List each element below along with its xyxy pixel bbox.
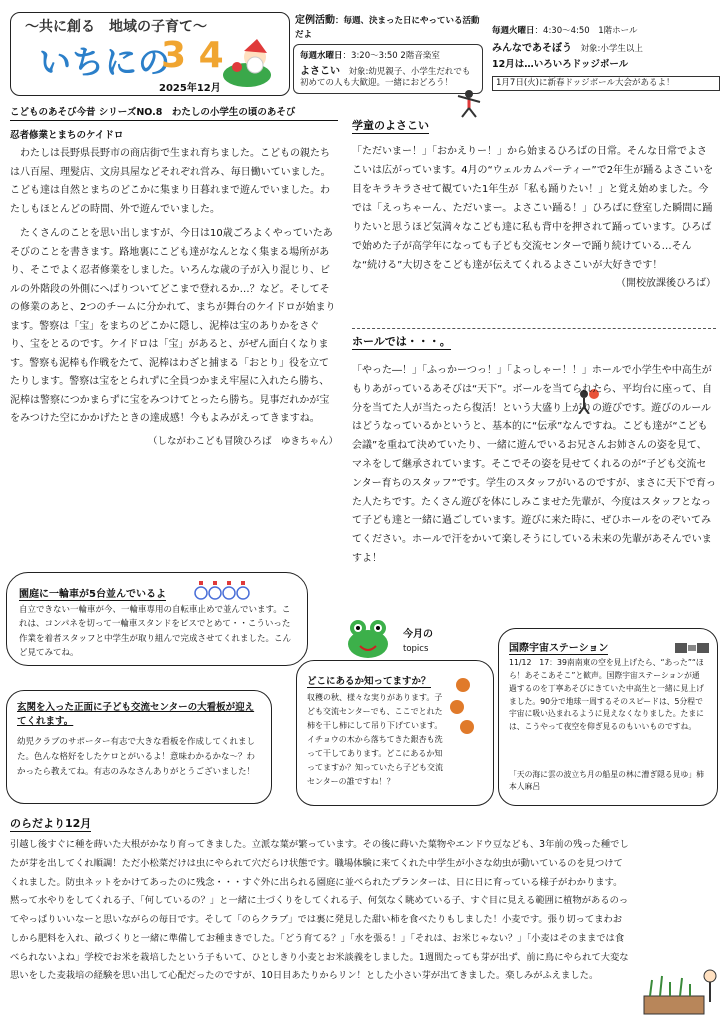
left-article-subtitle: 忍者修業とまちのケイドロ <box>10 130 124 141</box>
topics-label: 今月の <box>403 629 433 640</box>
header-logo-box <box>10 12 290 96</box>
right-divider <box>352 328 716 329</box>
regular-label: 定例活動 <box>295 15 335 26</box>
regular-text: ：毎週、決まった日にやっている活動だよ <box>295 16 480 41</box>
wed-name: よさこい <box>300 66 340 77</box>
left-article <box>10 104 338 448</box>
iss-title: 国際宇宙ステーション <box>509 639 608 655</box>
garden-illustration-icon <box>640 962 720 1022</box>
tue-time: 4:30〜4:50 1階ホール <box>543 26 638 36</box>
wednesday-box: 毎週水曜日：3:20〜3:50 2階音楽室 よさこい 対象:幼児親子、小学生だれでも 初めての人も大歓迎。一緒におどろう！ <box>293 44 483 94</box>
santa-icon <box>217 39 277 89</box>
unicycle-title: 園庭に一輪車が5台並んでいるよ <box>19 585 166 601</box>
iss-text: 11/12 17：39南南東の空を見上げたら、“あった”“ほら！あそこあそこ”と歓声。国際宇宙ステーションが通過するのを丁寧あそびにきていた中高生と一緒に見上げました。90分で地球一周するそのスピードは、5分程で宇宙に吸い込まれるように見えなくなりました。たまには、こうやって夜空を仰ぎ見るのもいいものですね。 <box>509 658 704 732</box>
tue-month: 12月は…いろいろドッジボール <box>492 59 629 70</box>
hall-title: ホールでは・・・。 <box>352 335 451 348</box>
garden-text: 引越し後すぐに種を蒔いた大根がかなり育ってきました。立派な葉が繁っています。その後に蒔いた葉物やエンドウ豆なども、3年前の残った種でしたが芽を出してくれ順調！ただ小松菜だけは虫にやられて穴だらけ状態です。職場体験に来てくれた中学生が小さな幼虫が動いているのを見つけてくれました。防虫ネットをかけてあったのに残念・・・すぐ外に出られる園庭に並べられたプランターは、日に日に育っている様子がわかります。黙って水やりをしてくれる子、「何しているの？」と一緒に土づくりをしてくれる子、何気なく眺めている子、すぐ目に見える範囲に植物があるのってやっぱりいいなーと思いながらの毎日です。そして「のらクラブ」では裏に発見した甜い柿を食べたりもしました！小麦です。張り切ってまわおしから肥料を入れ、畝づくりと一緒に準備してお種まきでした。「どう育てる？」「水を張る！」「それは、お米じゃない？」「小麦はそのままでは食べられないよね」学校でお米を栽培したという子もいて、ひとしきり小麦とお米談義をしました。1週間たっても芽が出ず、前に鳥にやられて大変な思いをした麦栽培の経験を思い出して心配だったのですが、10日目あたりからリン！とした小さい芽が出てきました。楽しみがふえました。 <box>10 839 629 982</box>
topics-frog <box>342 614 394 666</box>
wed-time: 3:20〜3:50 2階音楽室 <box>351 51 440 61</box>
where-title: どこにあるか知ってますか？ <box>307 673 431 688</box>
wed-target: 対象:幼児親子、小学生だれでも <box>348 67 471 77</box>
yosakoi-title: 学童のよさこい <box>352 119 429 132</box>
unicycle-icon <box>193 579 257 605</box>
tue-name: みんなであそぼう <box>492 43 572 54</box>
left-paragraph-2: たくさんのことを思い出しますが、今日は10歳ごろよくやっていたあそびのことを書きます。路地裏にこども達がなんとなく集まる場所があり、そこでよく忍者修業をしました。いろんな歳の子が入り混じり、ビルの外階段の外側にへばりついてどこまで登れるか…？など。そしてその修業のあと、2つのチームに分かれて、まちが舞台のケイドロが始まります。警察は「宝」をまちのどこかに隠し、泥棒は宝のありかをさぐり、宝をとるのです。ケイドロは「宝」があると、がぜん面白くなります。警察も泥棒も作戦をたて、泥棒はわざと捕まる「おとり」役を立てたりします。警察は宝をとられずに全員つかまえ牢屋に入れたら勝ち、泥棒は警察につかまらずに宝をみつけてとったら勝ち。見事だれかが宝をみつけた空にかかげたときの達成感！今もよみがえってきますね。 <box>10 228 336 424</box>
tue-event: 1月7日(火)に新春ドッジボール大会があるよ！ <box>492 76 720 91</box>
entrance-title: 玄関を入った正面に子ども交流センターの大看板が迎えてくれます。 <box>17 702 255 728</box>
tue-target: 対象:小学生以上 <box>580 44 643 54</box>
left-signature: （しながわこども冒険ひろば ゆきちゃん） <box>147 435 338 447</box>
hall-text: 「やった―！」「ふっかーつっ！」「よっしゃー！！」ホールで小学生や中高生がもりあがっているあそびは“天下”。ボールを当てられたら、平均台に座って、自分を当てた人が当たったら復活！という大盛り上がりの遊びです。遊びのルールはどうなっているかというと、基本的に“伝承”なんですね。こども達が“こども会議”を重ねて決めていたり、一緒に遊んでいるお兄さんお姉さんの姿を見て、マネをして継承されています。そこでその姿を見せてくれるのが“子ども交流センター育ちのスタッフ”です。学生のスタッフがいるのですが、まさに天下で育った人たちです。たくさん遊びを体にしみこませた先輩が、今度はスタッフとなって子ども達と一緒に過ごしています。遊びに来た時に、ぜひホールをのぞいてみてください。ホールで汗をかいて楽しそうにしている未来の先輩があそんでいますよ！ <box>352 365 716 564</box>
dancing-kid-icon <box>454 88 484 122</box>
where-bubble <box>296 660 494 806</box>
persimmon-icon <box>443 675 483 739</box>
entrance-bubble <box>6 690 272 804</box>
yosakoi-text: 「ただいまー！」「おかえりー！」から始まるひろばの日常。そんな日常でよさこいは広がっています。4月の“ウェルカムパーティー”で2年生が踊るよさこいを目をキラキラさせて観ていた1年生が「私も踊りたい！」と覚え始めました。今では「えっちゃーん、ただいまー。よさこい踊る！」ひろばに登室した瞬間に踊りたいと思うほど気満々なこども達に私も背中を押されて踊っています。ひろばで始めた子が高学年になっても子ども交流センターで踊り続けている…そんな“続ける”大切さをこども達が伝えてくれるよさこいが大好きです！ <box>352 146 714 271</box>
unicycle-text: 自立できない一輪車が今、一輪車専用の自転車止めで並んでいます。これは、コンパネを切って一輪車スタンドをビスでとめて・・こういった作業を着者スタッフと中学生が取り組んで完成させてくれました。こんど見てみてね。 <box>19 605 292 659</box>
issue-date: 2025年12月 <box>159 83 221 94</box>
tue-label: 毎週火曜日 <box>492 26 535 36</box>
entrance-text: 幼児クラブのサポーター有志で大きな看板を作成してくれました。色んな格好をしたケロとがいるよ！意味わかるかな〜？わかったら教えてね。有志のみなさんありがとうございました！ <box>17 737 256 777</box>
logo-number: 3 4 <box>161 35 224 76</box>
yosakoi-section <box>352 114 716 291</box>
tuesday-box: 毎週火曜日：4:30〜4:50 1階ホール みんなであそぼう 対象:小学生以上 12月は…いろいろドッジボール 1月7日(火)に新春ドッジボール大会があるよ！ <box>492 22 718 94</box>
yosakoi-sign: （開校放課後ひろば） <box>616 278 716 289</box>
where-text: 収穫の秋、様々な実りがあります。子ども交流センターでも、ここでとれた柿を干し柿にして吊り下げています。イチョウの木から落ちてきた銀杏も洗って干してあります。どこにあるか知ってますか？知っていたら子ども交流センターの誰ですね！？ <box>307 693 443 786</box>
wed-label: 毎週水曜日 <box>300 51 343 61</box>
regular-activity <box>295 14 480 42</box>
wed-note: 初めての人も大歓迎。一緒におどろう！ <box>300 78 454 88</box>
unicycle-bubble <box>6 572 308 666</box>
topics-sub: topics <box>403 644 429 654</box>
garden-title: のらだより12月 <box>10 817 92 830</box>
hall-section <box>352 330 716 569</box>
left-article-title: こどものあそび今昔 シリーズNO.8 わたしの小学生の頃のあそび <box>10 104 338 121</box>
iss-quote: 「天の海に雲の波立ち月の船星の林に漕ぎ隠る見ゆ」柿本人麻呂 <box>509 770 704 791</box>
garden-section <box>10 812 716 986</box>
banner-text: 〜共に創る 地域の子育て〜 <box>25 20 207 35</box>
iss-bubble <box>498 628 718 806</box>
left-paragraph-1: わたしは長野県長野市の商店街で生まれ育ちました。こどもの親たちは八百屋、理髪店、文房具屋などそれぞれ営み、毎日働いていました。こども達は自然とまちのどこかに集まり日暮れまで遊んでいました。わたしもほとんどの時間、外で遊んでいました。 <box>10 148 331 215</box>
logo-text: いちにの <box>39 43 172 81</box>
